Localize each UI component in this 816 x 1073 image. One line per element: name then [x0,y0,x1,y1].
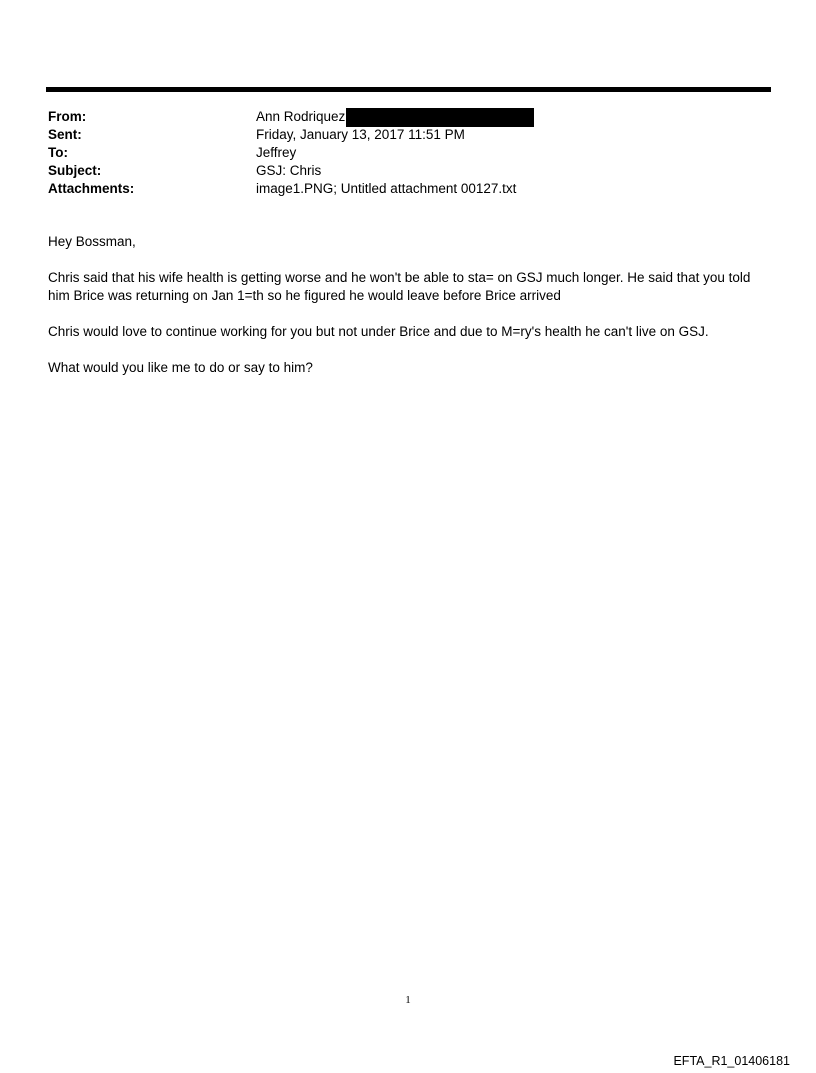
body-paragraph: Chris would love to continue working for you but not under Brice and due to M=ry's health he can't live on GSJ. [48,324,709,339]
email-header [48,108,768,198]
sent-value: Friday, January 13, 2017 11:51 PM [256,127,465,142]
from-row [48,108,768,126]
redaction-block [346,108,534,127]
body-paragraph: Chris said that his wife health is getting worse and he won't be able to sta= on GSJ much longer. He said that you told him Brice was returning on Jan 1=th so he figured he would leave before Brice arrived [48,270,751,303]
attachments-row [48,180,768,198]
email-body [48,233,768,395]
from-label: From: [48,109,87,124]
attachments-label: Attachments: [48,181,135,196]
greeting: Hey Bossman, [48,234,136,249]
to-label: To: [48,145,68,160]
to-row [48,144,768,162]
from-value [256,108,534,127]
to-value: Jeffrey [256,145,297,160]
sent-label: Sent: [48,127,82,142]
page-number: 1 [405,994,411,1006]
subject-row [48,162,768,180]
sender-name: Ann Rodriquez [256,109,346,124]
sent-row [48,126,768,144]
subject-value: GSJ: Chris [256,163,322,178]
attachments-value: image1.PNG; Untitled attachment 00127.txt [256,181,517,196]
header-divider [46,87,771,92]
body-paragraph: What would you like me to do or say to him? [48,360,313,375]
document-id: EFTA_R1_01406181 [673,1054,790,1068]
subject-label: Subject: [48,163,102,178]
